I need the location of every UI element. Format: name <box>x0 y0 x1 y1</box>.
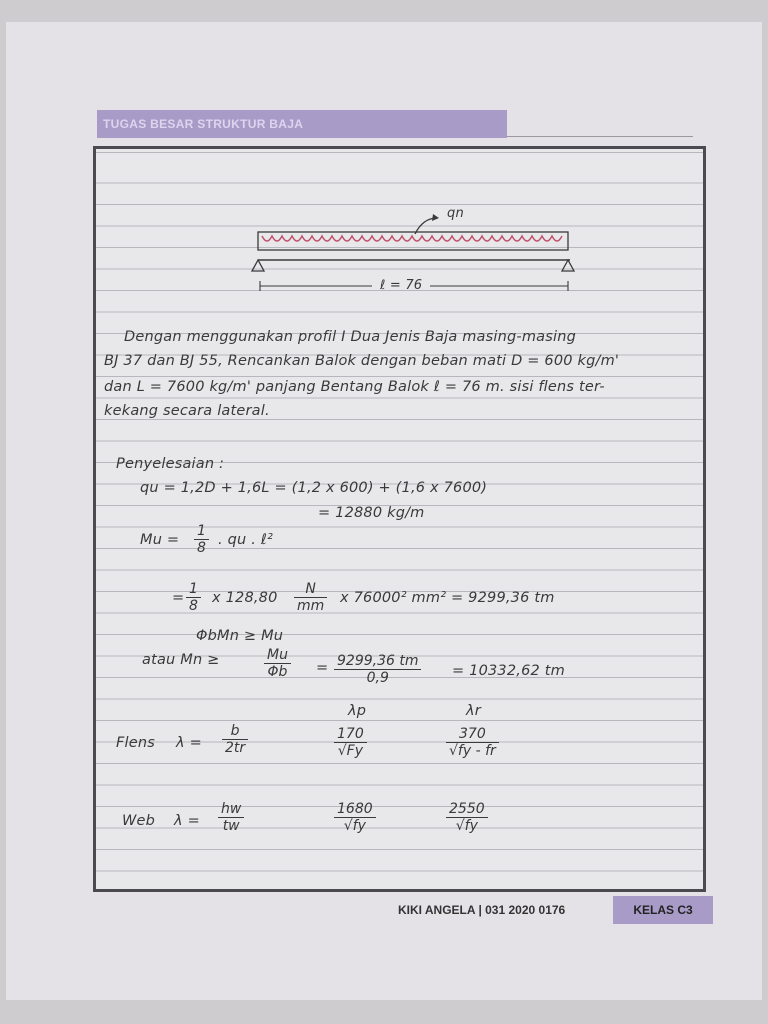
right-support <box>562 260 574 271</box>
problem-line-3: dan L = 7600 kg/m' panjang Bentang Balok ℓ = 76 m. sisi flens ter- <box>104 379 605 395</box>
qu-result: = 12880 kg/m <box>318 505 425 521</box>
problem-line-2: BJ 37 dan BJ 55, Rencankan Balok dengan beban mati D = 600 kg/m' <box>104 353 620 369</box>
mn-lhs: atau Mn ≥ <box>142 652 220 668</box>
mu-unit-fraction: $\frac{N}{mm}$ <box>294 581 327 614</box>
lambda-p-header: λp <box>348 703 367 719</box>
flens-lambda-p: $\frac{170}{√Fy}$ <box>334 726 367 759</box>
mu-calc-mid: x 128,80 <box>212 590 278 606</box>
span-label: ℓ = 76 <box>380 278 423 293</box>
mu-rhs: . qu . ℓ² <box>218 532 274 548</box>
mu-lhs: Mu = <box>140 532 180 548</box>
phi-line: ΦbMn ≥ Mu <box>196 628 284 644</box>
lambda-r-header: λr <box>466 703 481 719</box>
solution-heading: Penyelesaian : <box>116 456 225 472</box>
load-label: qn <box>447 206 464 221</box>
mn-eq: = <box>316 660 329 676</box>
web-lambda-p: $\frac{1680}{√fy}$ <box>334 801 376 834</box>
mu-calc-rest: x 76000² mm² = 9299,36 tm <box>340 590 555 606</box>
mu-calc-fraction: $\frac{1}{8}$ <box>186 581 201 614</box>
web-label: Web <box>122 813 156 829</box>
mu-calc-eq: = <box>172 590 185 606</box>
web-lambda-r: $\frac{2550}{√fy}$ <box>446 801 488 834</box>
problem-line-1: Dengan menggunakan profil I Dua Jenis Baja masing-masing <box>124 329 577 345</box>
flens-lambda-r: $\frac{370}{√fy - fr}$ <box>446 726 499 759</box>
mu-fraction: $\frac{1}{8}$ <box>194 523 209 556</box>
mn-result: = 10332,62 tm <box>452 663 565 679</box>
web-lambda-fraction: $\frac{hw}{tw}$ <box>218 801 244 834</box>
footer-student-name: KIKI ANGELA | 031 2020 0176 <box>398 903 566 917</box>
footer-class-badge: KELAS C3 <box>613 896 713 924</box>
load-curve <box>262 236 562 241</box>
load-box <box>258 232 568 250</box>
problem-line-4: kekang secara lateral. <box>104 403 270 419</box>
mn-fraction: $\frac{Mu}{\Phi b}$ <box>264 647 291 680</box>
flens-lambda-fraction: $\frac{b}{2tr}$ <box>222 723 248 756</box>
web-lambda-pre: λ = <box>174 813 200 829</box>
left-support <box>252 260 264 271</box>
header-title: TUGAS BESAR STRUKTUR BAJA <box>97 110 507 138</box>
flens-label: Flens <box>116 735 156 751</box>
qu-line: qu = 1,2D + 1,6L = (1,2 x 600) + (1,6 x 7600) <box>140 480 488 496</box>
header-rule <box>507 136 693 137</box>
mn-fraction-2: $\frac{9299,36 tm}{0,9}$ <box>334 653 421 686</box>
flens-lambda-pre: λ = <box>176 735 202 751</box>
